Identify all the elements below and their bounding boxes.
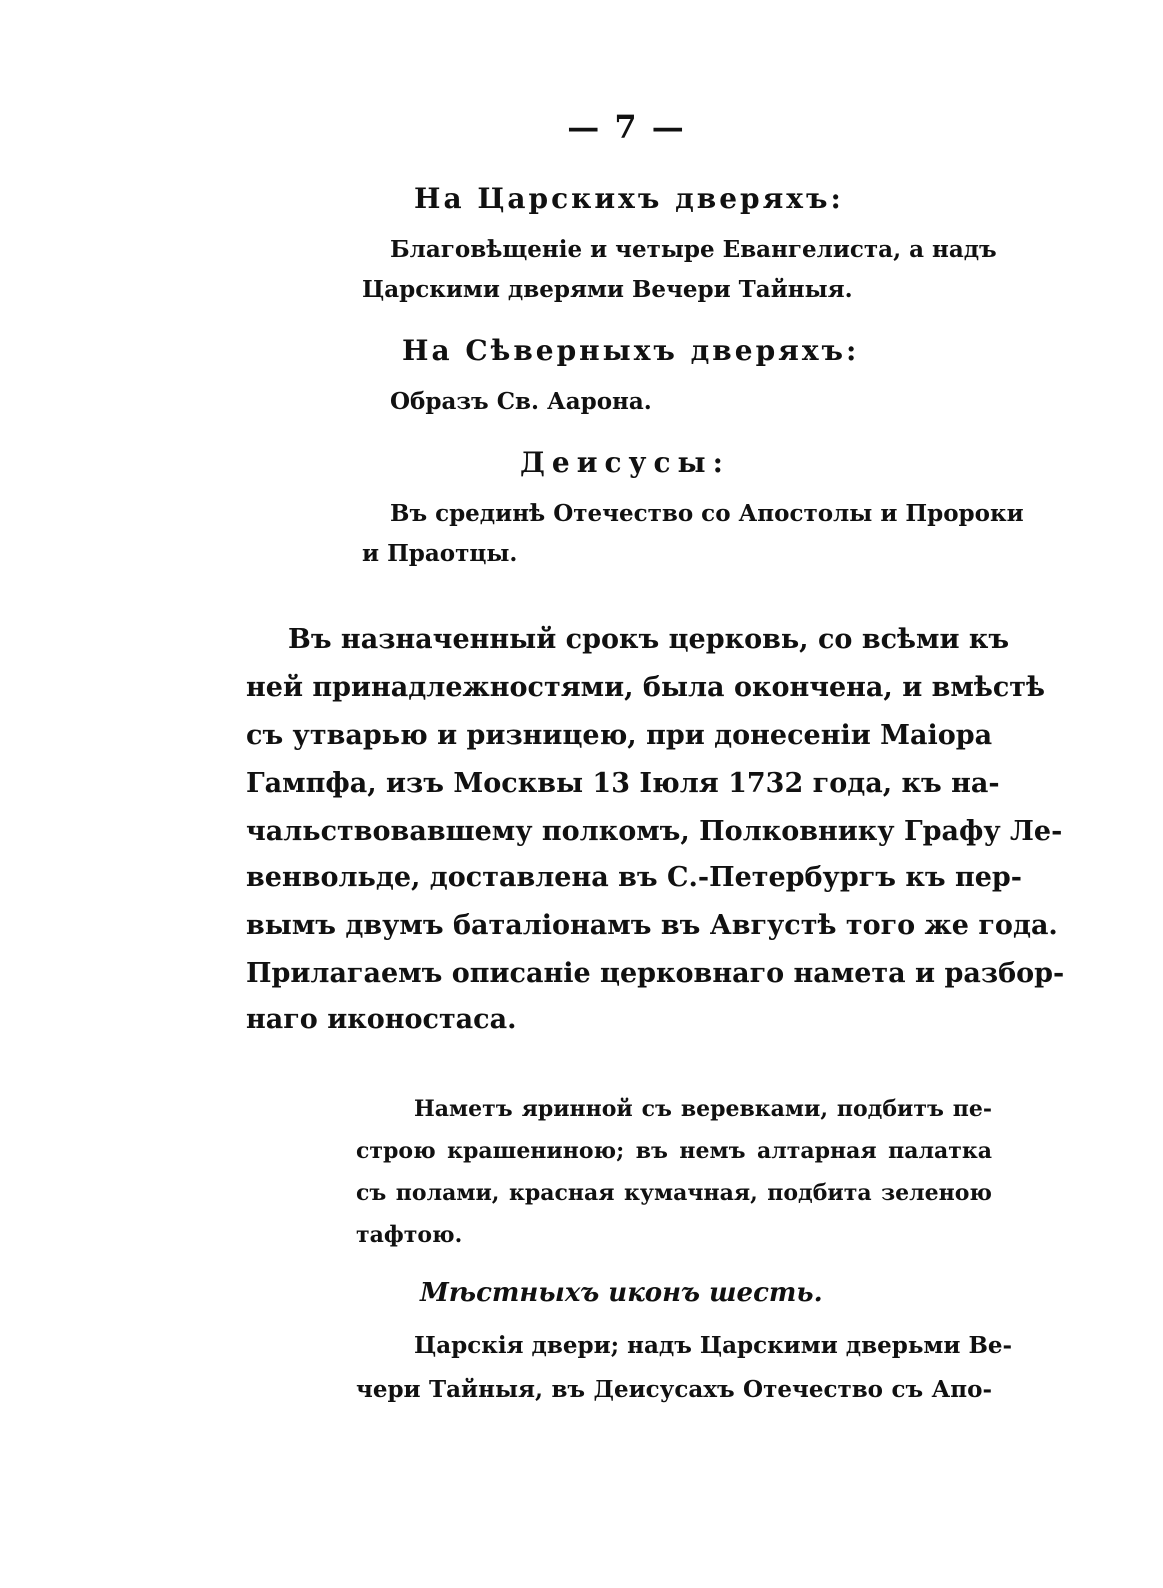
- main-line-5: чальствовавшему полкомъ, Полковнику Графу Ле-: [246, 816, 1063, 847]
- tent-line-1: Наметъ яринной съ веревками, подбитъ пе-: [414, 1096, 992, 1122]
- tent-line-4: тафтою.: [356, 1222, 463, 1248]
- main-line-8: Прилагаемъ описаніе церковнаго намета и разбор-: [246, 958, 1065, 989]
- royal-doors-line-1: Благовѣщеніе и четыре Евангелиста, а надъ: [390, 236, 997, 263]
- icons-line-1: Царскія двери; надъ Царскими дверьми Ве-: [414, 1332, 1013, 1359]
- royal-doors-line-2: Царскими дверями Вечери Тайныя.: [362, 276, 853, 303]
- tent-line-2: строю крашениною; въ немъ алтарная палатка: [356, 1138, 992, 1164]
- main-line-4: Гампфа, изъ Москвы 13 Іюля 1732 года, къ на-: [246, 768, 1000, 799]
- main-line-3: съ утварью и ризницею, при донесеніи Маіора: [246, 720, 993, 751]
- main-line-1: Въ назначенный срокъ церковь, со всѣми къ: [288, 624, 1010, 655]
- main-line-7: вымъ двумъ баталіонамъ въ Августѣ того же года.: [246, 910, 1058, 941]
- icons-heading: Мѣстныхъ иконъ шесть.: [420, 1278, 823, 1308]
- heading-royal-doors: На Царскихъ дверяхъ:: [414, 182, 844, 215]
- north-doors-line-1: Образъ Св. Аарона.: [390, 388, 652, 415]
- heading-north-doors: На Сѣверныхъ дверяхъ:: [402, 334, 860, 367]
- deisis-line-2: и Праотцы.: [362, 540, 518, 567]
- icons-line-2: чери Тайныя, въ Деисусахъ Отечество съ Апо-: [356, 1376, 992, 1403]
- heading-deisis: Деисусы:: [520, 446, 730, 479]
- main-line-6: венвольде, доставлена въ С.-Петербургъ къ пер-: [246, 862, 1022, 893]
- main-line-9: наго иконостаса.: [246, 1004, 517, 1035]
- main-line-2: ней принадлежностями, была окончена, и вмѣстѣ: [246, 672, 1045, 703]
- tent-line-3: съ полами, красная кумачная, подбита зеленою: [356, 1180, 992, 1206]
- page-number: — 7 —: [567, 108, 686, 146]
- deisis-line-1: Въ срединѣ Отечество со Апостолы и Пророки: [390, 500, 1024, 527]
